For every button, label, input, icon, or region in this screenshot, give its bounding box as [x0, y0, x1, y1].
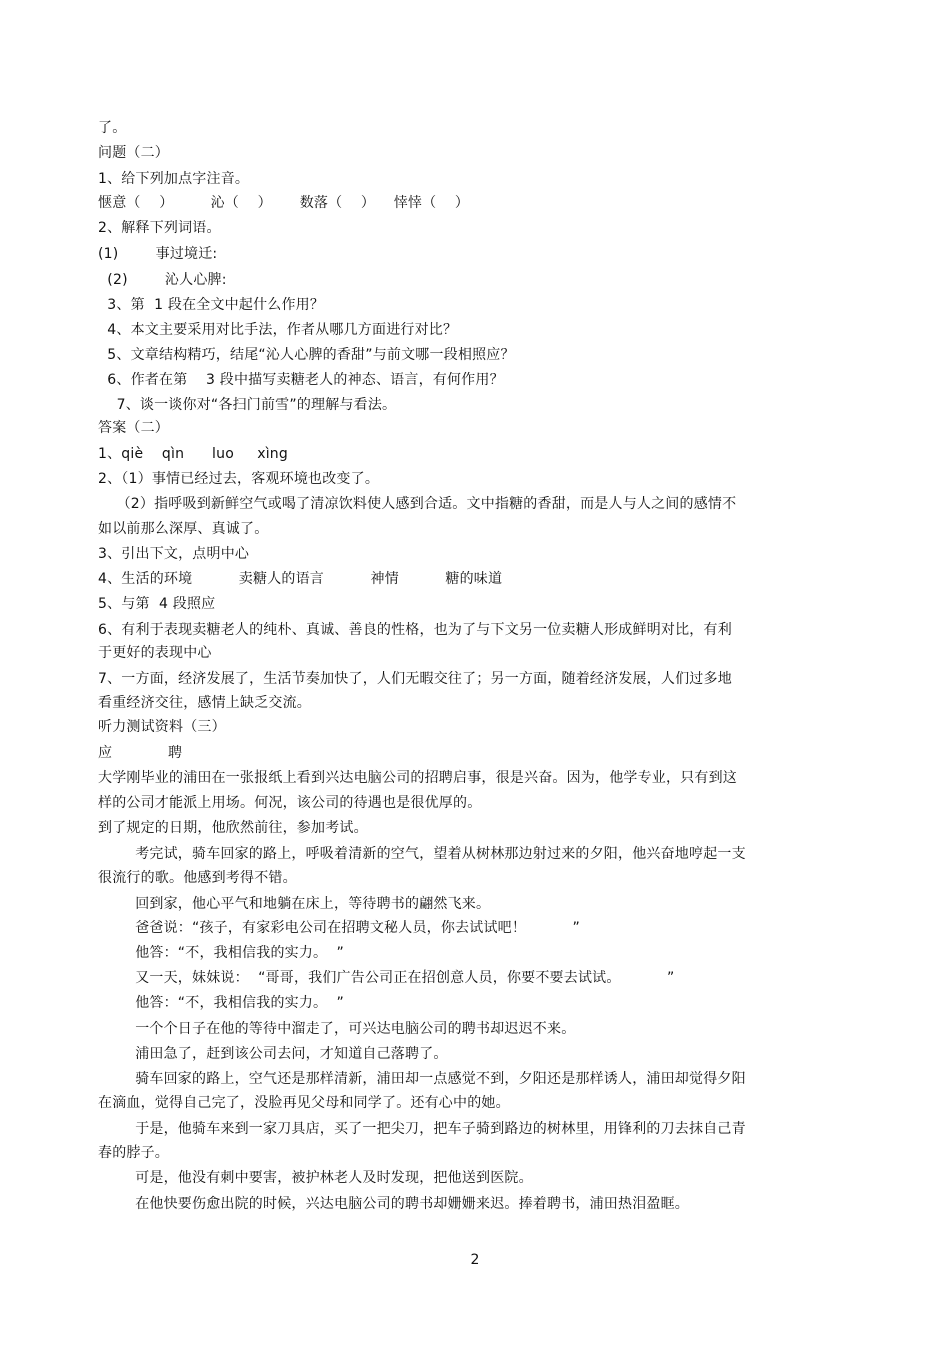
answer-line: 5、与第 4 段照应 [98, 596, 216, 612]
answer-line: 2、（1）事情已经过去，客观环境也改变了。 [98, 471, 380, 487]
paragraph-line: 春的脖子。 [98, 1145, 169, 1161]
question-line: 5、文章结构精巧，结尾“沁人心脾的香甜”与前文哪一段相照应？ [98, 347, 515, 363]
section-heading: 答案（二） [98, 420, 169, 436]
answer-line: 如以前那么深厚、真诚了。 [98, 521, 269, 537]
section-heading: 听力测试资料（三） [98, 719, 226, 735]
paragraph-line: 他答：“不，我相信我的实力。 ” [98, 995, 345, 1011]
paragraph-line: 到了规定的日期，他欣然前往，参加考试。 [98, 820, 368, 836]
paragraph-line: 可是，他没有刺中要害，被护林老人及时发现，把他送到医院。 [98, 1170, 533, 1186]
paragraph-line: 他答：“不，我相信我的实力。 ” [98, 945, 345, 961]
paragraph-line: 在滴血，觉得自己完了，没脸再见父母和同学了。还有心中的她。 [98, 1095, 510, 1111]
page-number: 2 [470, 1252, 480, 1268]
paragraph-line: 很流行的歌。他感到考得不错。 [98, 870, 297, 886]
paragraph-line: 回到家，他心平气和地躺在床上，等待聘书的翩然飞来。 [98, 896, 491, 912]
paragraph-line: 爸爸说：“孩子，有家彩电公司在招聘文秘人员，你去试试吧！ ” [98, 920, 581, 936]
paragraph-line: 骑车回家的路上，空气还是那样清新，浦田却一点感觉不到，夕阳还是那样诱人，浦田却觉得夕阳 [98, 1071, 746, 1087]
paragraph-line: 又一天，妹妹说： “哥哥，我们广告公司正在招创意人员，你要不要去试试。 ” [98, 970, 675, 986]
question-line: 3、第 1 段在全文中起什么作用？ [98, 297, 325, 313]
answer-line: 4、生活的环境 卖糖人的语言 神情 糖的味道 [98, 571, 503, 587]
paragraph-line: 浦田急了，赶到该公司去问，才知道自己落聘了。 [98, 1046, 448, 1062]
answer-line: 1、qiè qìn luo xìng [98, 446, 288, 462]
paragraph-line: 在他快要伤愈出院的时候，兴达电脑公司的聘书却姗姗来迟。捧着聘书，浦田热泪盈眶。 [98, 1196, 689, 1212]
question-line: 1、给下列加点字注音。 [98, 171, 250, 187]
question-line: 2、解释下列词语。 [98, 220, 221, 236]
story-title: 应 聘 [98, 745, 183, 761]
answer-line: （2）指呼吸到新鲜空气或喝了清凉饮料使人感到合适。文中指糖的香甜，而是人与人之间的感情不 [98, 496, 737, 512]
answer-line: 看重经济交往，感情上缺乏交流。 [98, 695, 311, 711]
text-line: 了。 [98, 120, 127, 136]
paragraph-line: 于是，他骑车来到一家刀具店，买了一把尖刀，把车子骑到路边的树林里，用锋利的刀去抹自己青 [98, 1121, 746, 1137]
answer-line: 6、有利于表现卖糖老人的纯朴、真诚、善良的性格，也为了与下文另一位卖糖人形成鲜明对比，有利 [98, 622, 732, 638]
question-line: (1) 事过境迁: [98, 246, 218, 262]
question-line: 7、谈一谈你对“各扫门前雪”的理解与看法。 [98, 397, 397, 413]
paragraph-line: 样的公司才能派上用场。何况，该公司的待遇也是很优厚的。 [98, 795, 482, 811]
answer-line: 3、引出下文，点明中心 [98, 546, 250, 562]
question-line: 惬意（ ） 沁（ ） 数落（ ） 悻悻（ ） [98, 195, 470, 211]
question-line: 6、作者在第 3 段中描写卖糖老人的神态、语言，有何作用？ [98, 372, 504, 388]
question-line: 4、本文主要采用对比手法，作者从哪几方面进行对比？ [98, 322, 458, 338]
paragraph-line: 大学刚毕业的浦田在一张报纸上看到兴达电脑公司的招聘启事，很是兴奋。因为，他学专业，只有到这 [98, 770, 737, 786]
answer-line: 7、一方面，经济发展了，生活节奏加快了，人们无暇交往了；另一方面，随着经济发展，人们过多地 [98, 671, 732, 687]
section-heading: 问题（二） [98, 145, 169, 161]
paragraph-line: 考完试，骑车回家的路上，呼吸着清新的空气，望着从树林那边射过来的夕阳，他兴奋地哼起一支 [98, 846, 746, 862]
question-line: (2) 沁人心脾: [98, 272, 227, 288]
answer-line: 于更好的表现中心 [98, 645, 212, 661]
paragraph-line: 一个个日子在他的等待中溜走了，可兴达电脑公司的聘书却迟迟不来。 [98, 1021, 576, 1037]
